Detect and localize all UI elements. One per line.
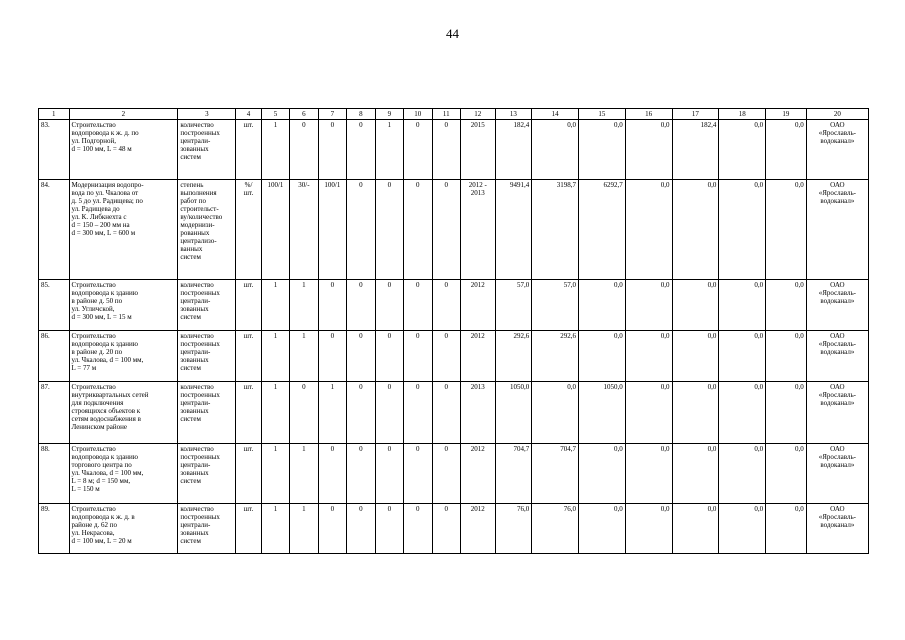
- amount-cell: 0,0: [625, 382, 672, 444]
- unit-cell: шт.: [236, 504, 261, 554]
- indicator-cell: количество построенных централи- зованных систем: [178, 120, 236, 180]
- organization-cell: ОАО «Ярославль- водоканал»: [806, 120, 868, 180]
- value-cell: 0: [404, 120, 432, 180]
- project-name-cell: Строительство водопровода к ж. д. по ул. Подгорной, d = 100 мм, L = 48 м: [69, 120, 178, 180]
- row-number-cell: 85.: [39, 280, 70, 331]
- column-number-cell: 19: [766, 109, 807, 120]
- project-name-cell: Модернизация водопро- вода по ул. Чкалова от д. 5 до ул. Радищева; по ул. Радищева до ул. К. Либкнехта с d = 150 – 200 мм на d = 300 мм, L = 600 м: [69, 180, 178, 280]
- value-cell: 0: [347, 504, 375, 554]
- value-cell: 0: [432, 280, 460, 331]
- table-row: [39, 180, 869, 280]
- page-number: 44: [446, 26, 459, 41]
- value-cell: 0: [347, 331, 375, 382]
- value-cell: 0: [375, 382, 403, 444]
- value-cell: 0: [318, 120, 346, 180]
- amount-cell: 0,0: [532, 120, 579, 180]
- value-cell: 0: [290, 120, 318, 180]
- column-number-cell: 17: [672, 109, 719, 120]
- amount-cell: 57,0: [532, 280, 579, 331]
- value-cell: 0: [404, 180, 432, 280]
- amount-cell: 0,0: [719, 444, 766, 504]
- value-cell: 0: [347, 280, 375, 331]
- amount-cell: 292,6: [495, 331, 532, 382]
- amount-cell: 0,0: [719, 120, 766, 180]
- value-cell: 1: [290, 331, 318, 382]
- amount-cell: 0,0: [625, 504, 672, 554]
- project-name-cell: Строительство водопровода к зданию в районе д. 20 по ул. Чкалова, d = 100 мм, L = 77 м: [69, 331, 178, 382]
- table-row: [39, 280, 869, 331]
- value-cell: 0: [404, 331, 432, 382]
- amount-cell: 0,0: [672, 280, 719, 331]
- value-cell: 0: [404, 504, 432, 554]
- column-number-cell: 8: [347, 109, 375, 120]
- value-cell: 0: [290, 382, 318, 444]
- year-cell: 2013: [461, 382, 496, 444]
- value-cell: 0: [375, 331, 403, 382]
- column-number-cell: 13: [495, 109, 532, 120]
- column-number-cell: 7: [318, 109, 346, 120]
- program-table: [38, 108, 869, 554]
- amount-cell: 182,4: [672, 120, 719, 180]
- organization-cell: ОАО «Ярославль- водоканал»: [806, 382, 868, 444]
- amount-cell: 0,0: [578, 280, 625, 331]
- value-cell: 1: [261, 280, 289, 331]
- amount-cell: 0,0: [672, 382, 719, 444]
- amount-cell: 0,0: [578, 331, 625, 382]
- value-cell: 0: [347, 382, 375, 444]
- organization-cell: ОАО «Ярославль- водоканал»: [806, 280, 868, 331]
- value-cell: 30/-: [290, 180, 318, 280]
- row-number-cell: 87.: [39, 382, 70, 444]
- value-cell: 1: [261, 504, 289, 554]
- column-number-cell: 6: [290, 109, 318, 120]
- amount-cell: 9491,4: [495, 180, 532, 280]
- amount-cell: 0,0: [625, 331, 672, 382]
- value-cell: 1: [261, 444, 289, 504]
- column-number-cell: 11: [432, 109, 460, 120]
- year-cell: 2015: [461, 120, 496, 180]
- column-number-cell: 14: [532, 109, 579, 120]
- row-number-cell: 88.: [39, 444, 70, 504]
- row-number-cell: 89.: [39, 504, 70, 554]
- column-number-cell: 3: [178, 109, 236, 120]
- amount-cell: 0,0: [766, 180, 807, 280]
- organization-cell: ОАО «Ярославль- водоканал»: [806, 331, 868, 382]
- value-cell: 0: [404, 382, 432, 444]
- amount-cell: 292,6: [532, 331, 579, 382]
- amount-cell: 0,0: [766, 382, 807, 444]
- value-cell: 0: [347, 180, 375, 280]
- amount-cell: 6292,7: [578, 180, 625, 280]
- table-row: [39, 120, 869, 180]
- value-cell: 1: [375, 120, 403, 180]
- value-cell: 1: [261, 120, 289, 180]
- row-number-cell: 83.: [39, 120, 70, 180]
- year-cell: 2012: [461, 280, 496, 331]
- value-cell: 0: [432, 120, 460, 180]
- value-cell: 1: [290, 444, 318, 504]
- column-number-cell: 10: [404, 109, 432, 120]
- table-row: [39, 331, 869, 382]
- amount-cell: 0,0: [625, 180, 672, 280]
- value-cell: 0: [375, 280, 403, 331]
- column-number-row: [39, 109, 869, 120]
- indicator-cell: степень выполнения работ по строительст- ву/количество модернизи- рованных централизо- ванных систем: [178, 180, 236, 280]
- value-cell: 0: [432, 180, 460, 280]
- table-row: [39, 504, 869, 554]
- column-number-cell: 5: [261, 109, 289, 120]
- amount-cell: 0,0: [625, 280, 672, 331]
- year-cell: 2012: [461, 331, 496, 382]
- organization-cell: ОАО «Ярославль- водоканал»: [806, 180, 868, 280]
- project-name-cell: Строительство внутриквартальных сетей для подключения строящихся объектов к сетям водоснабжения в Ленинском районе: [69, 382, 178, 444]
- amount-cell: 1050,0: [495, 382, 532, 444]
- value-cell: 0: [375, 180, 403, 280]
- value-cell: 0: [318, 504, 346, 554]
- amount-cell: 57,0: [495, 280, 532, 331]
- amount-cell: 0,0: [719, 382, 766, 444]
- amount-cell: 0,0: [532, 382, 579, 444]
- value-cell: 0: [432, 504, 460, 554]
- indicator-cell: количество построенных централи- зованных систем: [178, 331, 236, 382]
- row-number-cell: 84.: [39, 180, 70, 280]
- amount-cell: 182,4: [495, 120, 532, 180]
- column-number-cell: 18: [719, 109, 766, 120]
- amount-cell: 0,0: [672, 331, 719, 382]
- value-cell: 1: [290, 504, 318, 554]
- indicator-cell: количество построенных централи- зованных систем: [178, 444, 236, 504]
- column-number-cell: 12: [461, 109, 496, 120]
- amount-cell: 0,0: [578, 120, 625, 180]
- amount-cell: 0,0: [719, 504, 766, 554]
- amount-cell: 0,0: [719, 331, 766, 382]
- value-cell: 100/1: [261, 180, 289, 280]
- unit-cell: шт.: [236, 331, 261, 382]
- column-number-cell: 16: [625, 109, 672, 120]
- indicator-cell: количество построенных централи- зованных систем: [178, 382, 236, 444]
- amount-cell: 1050,0: [578, 382, 625, 444]
- organization-cell: ОАО «Ярославль- водоканал»: [806, 504, 868, 554]
- amount-cell: 0,0: [672, 504, 719, 554]
- value-cell: 1: [261, 382, 289, 444]
- amount-cell: 0,0: [578, 444, 625, 504]
- amount-cell: 76,0: [532, 504, 579, 554]
- organization-cell: ОАО «Ярославль- водоканал»: [806, 444, 868, 504]
- amount-cell: 0,0: [625, 120, 672, 180]
- indicator-cell: количество построенных централи- зованных систем: [178, 280, 236, 331]
- value-cell: 0: [404, 280, 432, 331]
- amount-cell: 0,0: [766, 280, 807, 331]
- project-name-cell: Строительство водопровода к зданию торгового центра по ул. Чкалова, d = 100 мм, L = 8 м; d = 150 мм, L = 150 м: [69, 444, 178, 504]
- amount-cell: 0,0: [672, 180, 719, 280]
- column-number-cell: 2: [69, 109, 178, 120]
- amount-cell: 3198,7: [532, 180, 579, 280]
- value-cell: 0: [318, 444, 346, 504]
- amount-cell: 0,0: [766, 444, 807, 504]
- value-cell: 0: [432, 444, 460, 504]
- amount-cell: 0,0: [719, 280, 766, 331]
- row-number-cell: 86.: [39, 331, 70, 382]
- indicator-cell: количество построенных централи- зованных систем: [178, 504, 236, 554]
- value-cell: 1: [318, 382, 346, 444]
- amount-cell: 0,0: [766, 331, 807, 382]
- amount-cell: 0,0: [625, 444, 672, 504]
- year-cell: 2012: [461, 504, 496, 554]
- unit-cell: шт.: [236, 382, 261, 444]
- value-cell: 0: [432, 331, 460, 382]
- year-cell: 2012 - 2013: [461, 180, 496, 280]
- column-number-cell: 4: [236, 109, 261, 120]
- unit-cell: шт.: [236, 280, 261, 331]
- amount-cell: 0,0: [766, 504, 807, 554]
- value-cell: 0: [432, 382, 460, 444]
- amount-cell: 704,7: [495, 444, 532, 504]
- value-cell: 1: [261, 331, 289, 382]
- column-number-cell: 15: [578, 109, 625, 120]
- amount-cell: 0,0: [719, 180, 766, 280]
- table-row: [39, 444, 869, 504]
- value-cell: 0: [318, 331, 346, 382]
- amount-cell: 76,0: [495, 504, 532, 554]
- value-cell: 0: [404, 444, 432, 504]
- unit-cell: шт.: [236, 120, 261, 180]
- value-cell: 0: [375, 444, 403, 504]
- unit-cell: шт.: [236, 444, 261, 504]
- unit-cell: %/ шт.: [236, 180, 261, 280]
- amount-cell: 0,0: [672, 444, 719, 504]
- amount-cell: 704,7: [532, 444, 579, 504]
- project-name-cell: Строительство водопровода к зданию в районе д. 50 по ул. Угличской, d = 300 мм, L = 15 м: [69, 280, 178, 331]
- column-number-cell: 9: [375, 109, 403, 120]
- value-cell: 0: [347, 444, 375, 504]
- project-name-cell: Строительство водопровода к ж. д. в районе д. 62 по ул. Некрасова, d = 100 мм, L = 20 м: [69, 504, 178, 554]
- value-cell: 0: [318, 280, 346, 331]
- table-row: [39, 382, 869, 444]
- value-cell: 0: [347, 120, 375, 180]
- column-number-cell: 20: [806, 109, 868, 120]
- amount-cell: 0,0: [766, 120, 807, 180]
- value-cell: 1: [290, 280, 318, 331]
- column-number-cell: 1: [39, 109, 70, 120]
- amount-cell: 0,0: [578, 504, 625, 554]
- year-cell: 2012: [461, 444, 496, 504]
- value-cell: 0: [375, 504, 403, 554]
- value-cell: 100/1: [318, 180, 346, 280]
